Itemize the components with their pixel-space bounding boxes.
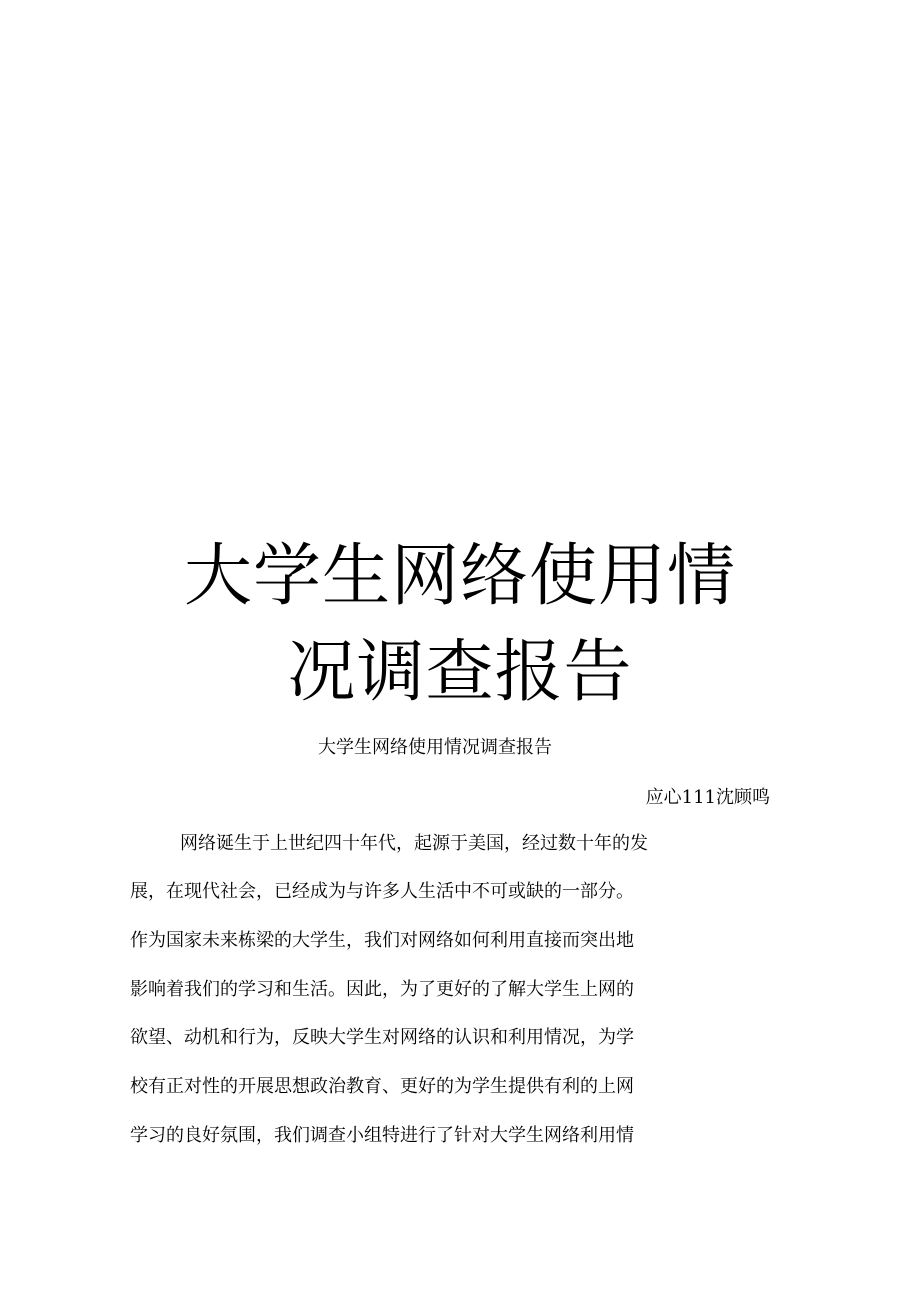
document-subtitle: 大学生网络使用情况调查报告 [318,737,552,758]
body-line-6: 校有正对性的开展思想政治教育、更好的为学生提供有利的上网 [130,1076,634,1097]
body-line-4: 影响着我们的学习和生活。因此，为了更好的了解大学生上网的 [130,979,634,1000]
body-line-2: 展，在现代社会，已经成为与许多人生活中不可或缺的一部分。 [130,881,634,902]
body-line-5: 欲望、动机和行为，反映大学生对网络的认识和利用情况，为学 [130,1027,634,1048]
author-name: 应心111沈顾鸣 [645,787,770,808]
document-title-line-1: 大学生网络使用情 [183,537,736,616]
document-title-line-2: 况调查报告 [287,633,633,712]
body-line-7: 学习的良好氛围，我们调查小组特进行了针对大学生网络利用情 [130,1125,634,1146]
body-line-3: 作为国家未来栋梁的大学生，我们对网络如何利用直接而突出地 [130,930,634,951]
body-line-1: 网络诞生于上世纪四十年代，起源于美国，经过数十年的发 [180,833,648,854]
